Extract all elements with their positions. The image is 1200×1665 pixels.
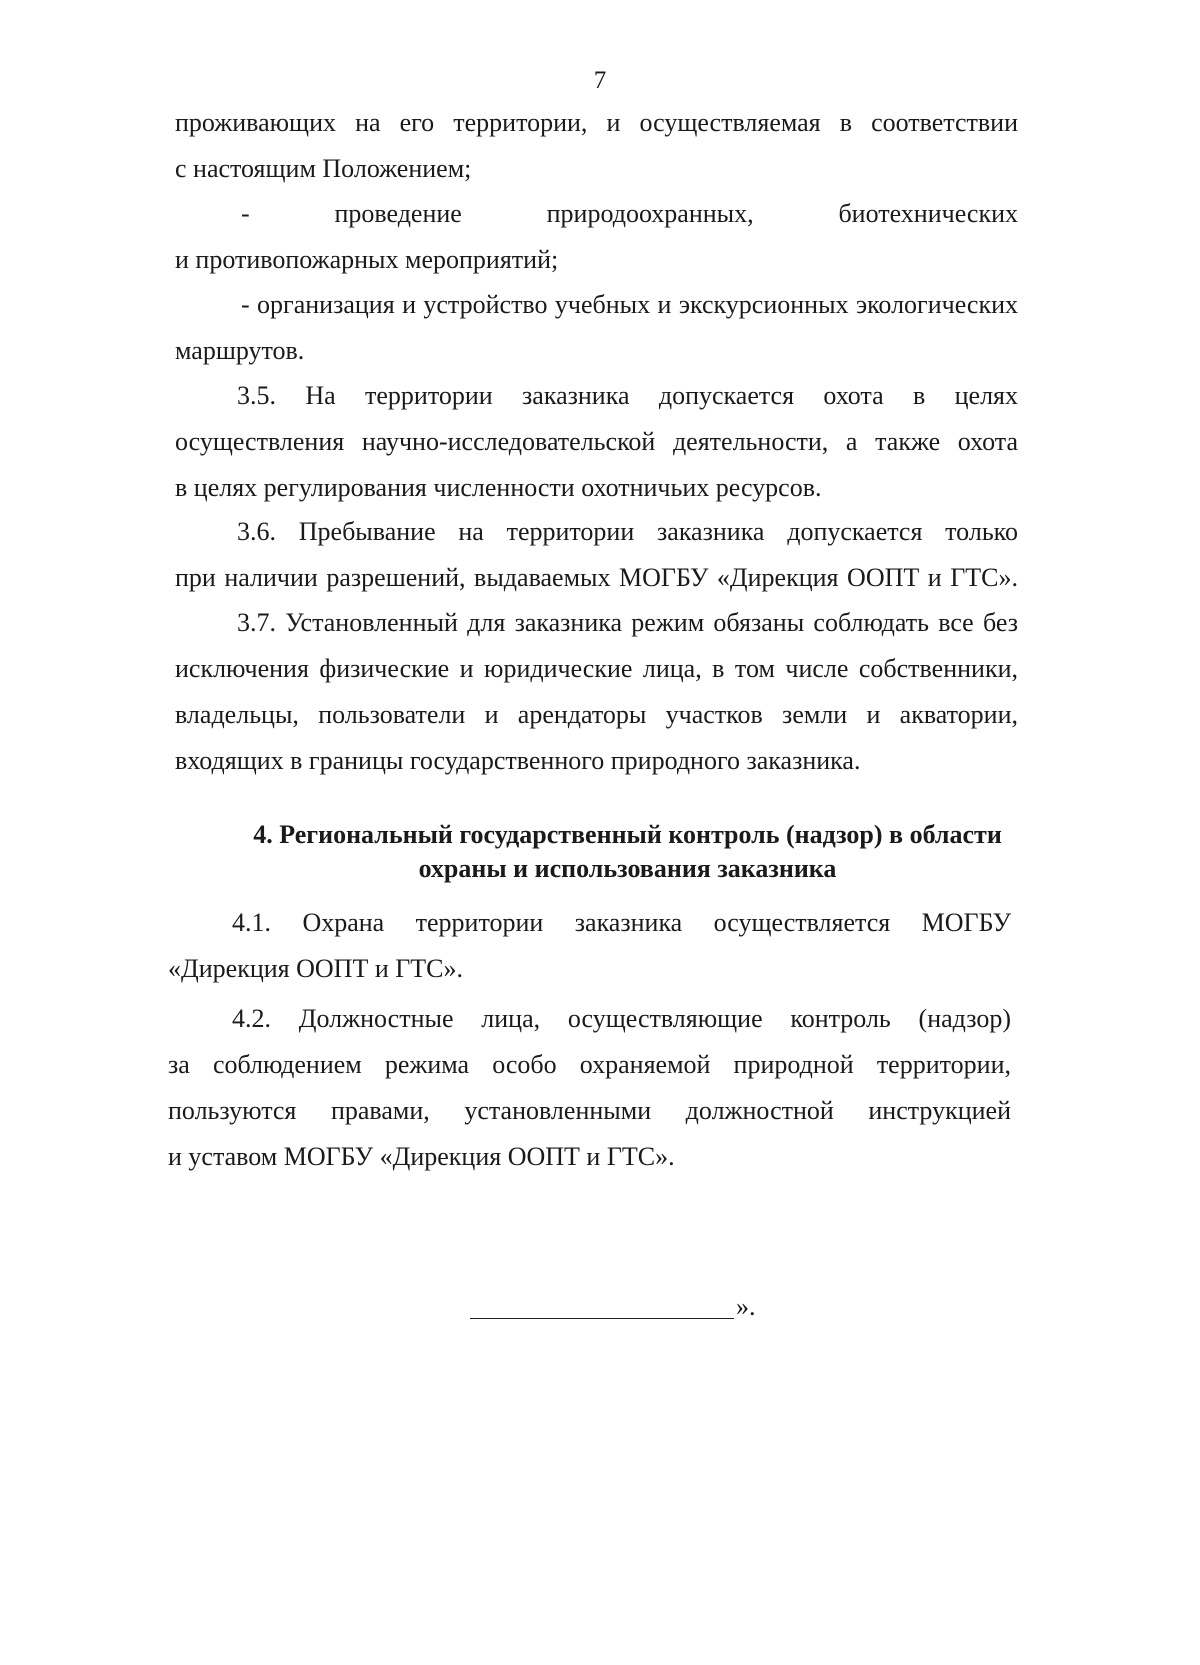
paragraph-line: «Дирекция ООПТ и ГТС». [168,954,463,983]
paragraph-line: за соблюдением режима особо охраняемой природной территории, [168,1050,1011,1079]
clause-3-5 [175,373,1018,511]
section-heading-line: 4. Региональный государственный контроль (надзор) в области [253,820,1002,849]
paragraph-line: 3.7. Установленный для заказника режим обязаны соблюдать все без [237,608,1018,637]
paragraph-line: маршрутов. [175,336,305,365]
paragraph-line: осуществления научно-исследовательской деятельности, а также охота [175,427,1018,456]
paragraph-line: и противопожарных мероприятий; [175,245,559,274]
clause-3-7 [175,600,1018,784]
clause-4-1 [168,900,1011,992]
clause-3-6 [175,509,1018,601]
section-heading-line: охраны и использования заказника [418,854,837,883]
paragraph-line: 4.2. Должностные лица, осуществляющие контроль (надзор) [232,1004,1011,1033]
paragraph-line: 4.1. Охрана территории заказника осуществляется МОГБУ [232,908,1011,937]
section-heading [180,818,1075,886]
paragraph-continuation [175,100,1018,192]
paragraph-line: - проведение природоохранных, биотехнических [241,199,1018,228]
closing-quote-mark: ». [736,1292,756,1321]
paragraph-line: владельцы, пользователи и арендаторы участков земли и акватории, [175,700,1018,729]
closing-rule [470,1318,734,1319]
paragraph-line: при наличии разрешений, выдаваемых МОГБУ «Дирекция ООПТ и ГТС». [175,563,1018,592]
paragraph-line: пользуются правами, установленными должностной инструкцией [168,1096,1011,1125]
paragraph-line: - организация и устройство учебных и экскурсионных экологических [241,290,1018,319]
paragraph-line: 3.6. Пребывание на территории заказника допускается только [237,517,1018,546]
paragraph-line: в целях регулирования численности охотничьих ресурсов. [175,473,822,502]
paragraph-line: проживающих на его территории, и осуществляемая в соответствии [175,108,1018,137]
paragraph-line: исключения физические и юридические лица, в том числе собственники, [175,654,1018,683]
page-number: 7 [593,67,607,94]
paragraph-line: и уставом МОГБУ «Дирекция ООПТ и ГТС». [168,1142,675,1171]
list-item [175,191,1018,283]
clause-4-2 [168,996,1011,1180]
paragraph-line: с настоящим Положением; [175,154,472,183]
paragraph-line: входящих в границы государственного природного заказника. [175,746,861,775]
paragraph-line: 3.5. На территории заказника допускается охота в целях [237,381,1018,410]
list-item [175,282,1018,374]
closing-line [470,1290,770,1330]
